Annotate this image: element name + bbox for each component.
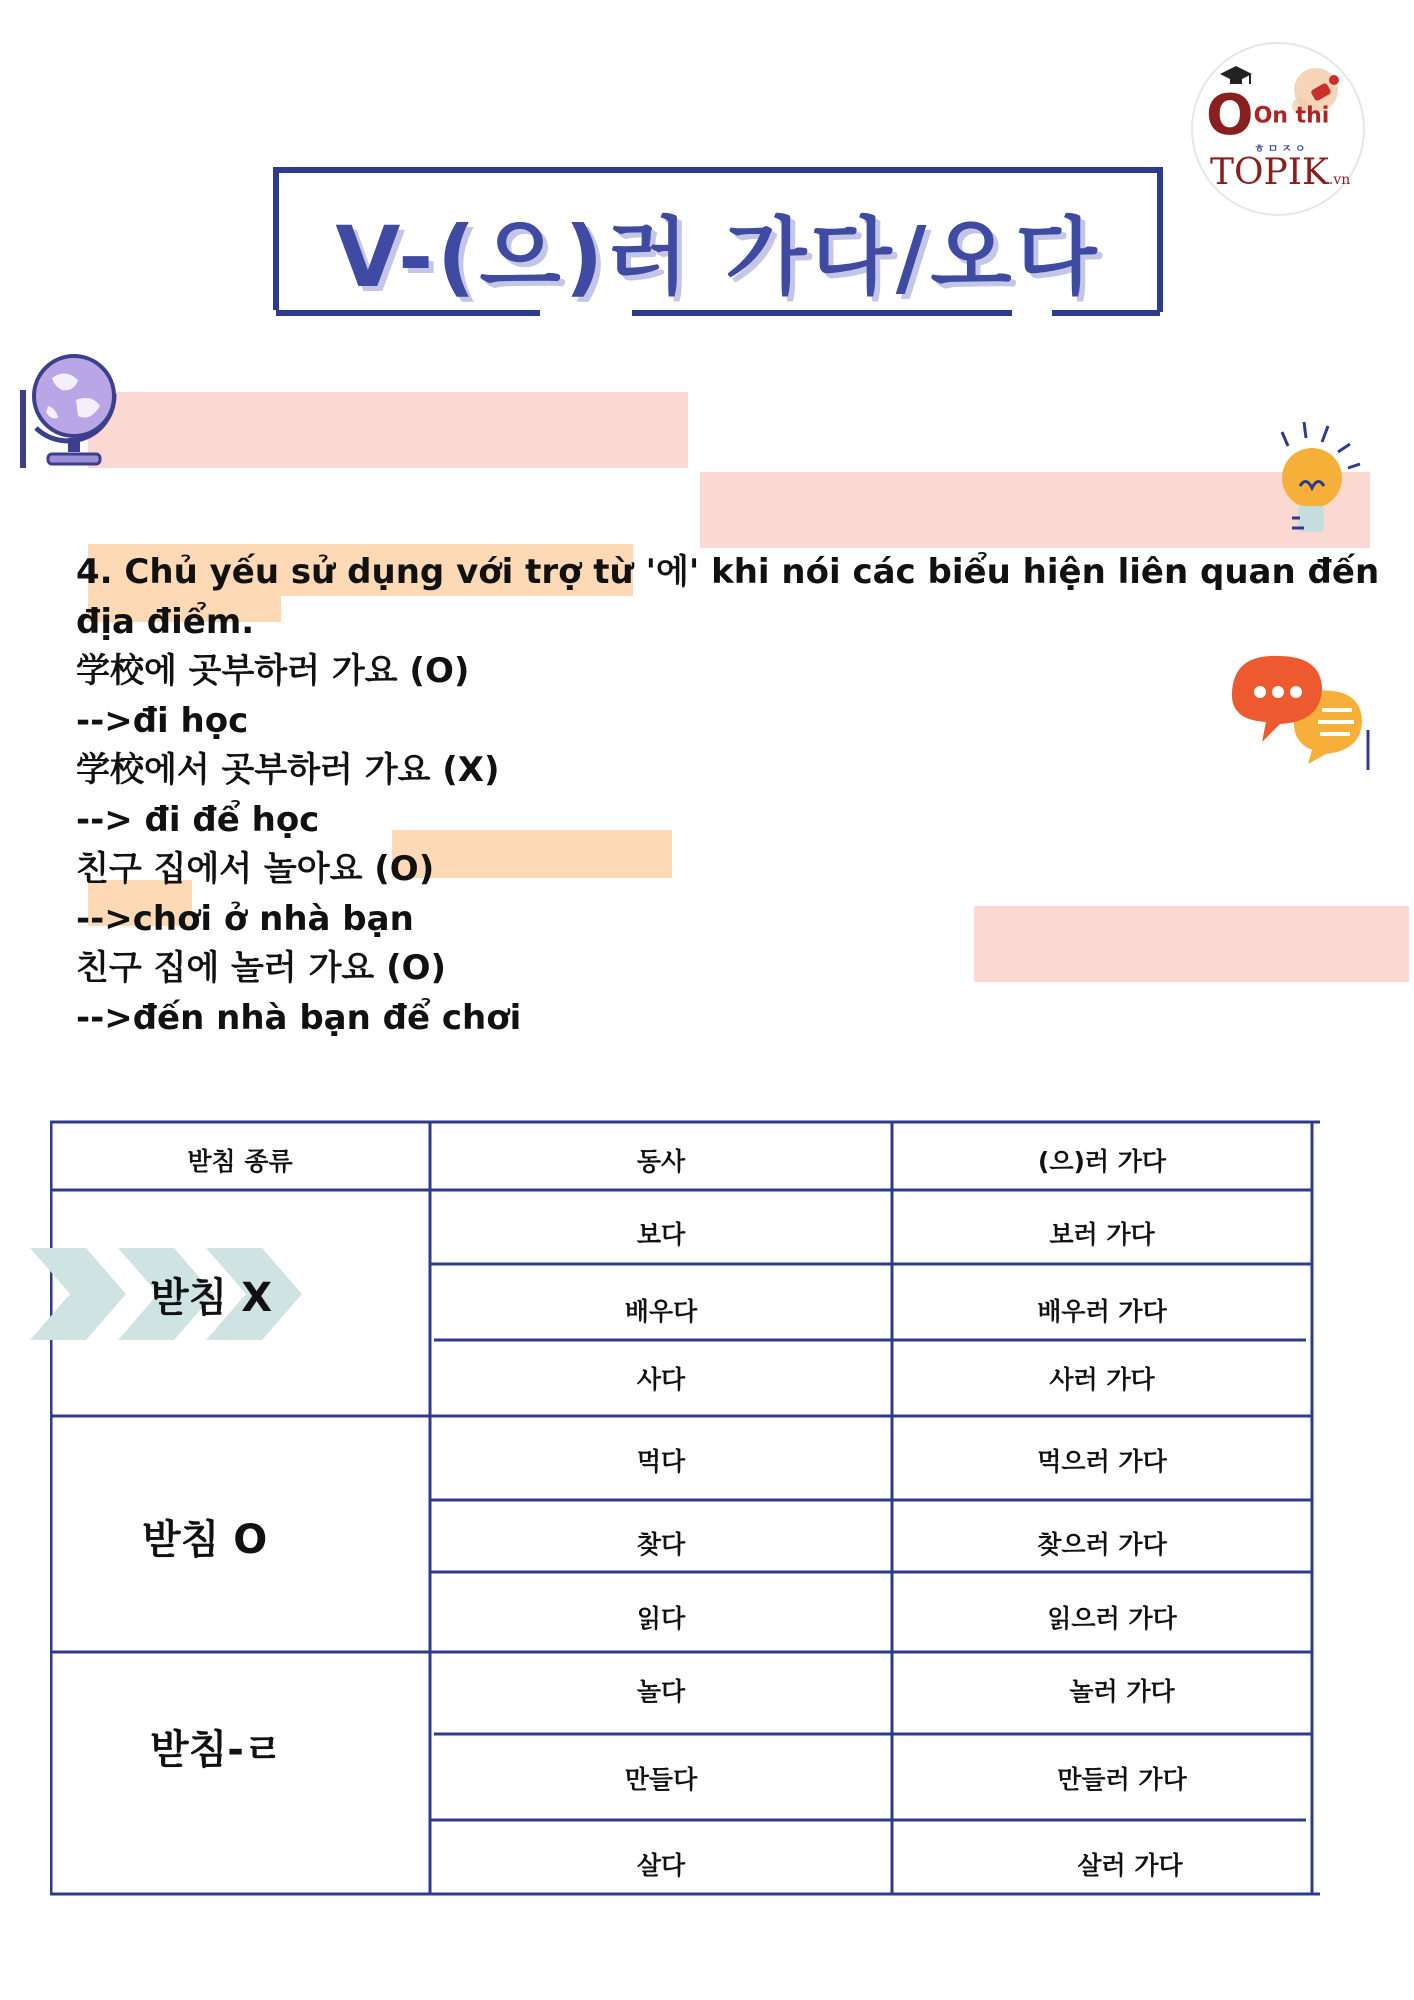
example-sentence: 친구 집에 놀러 가요 (O) — [76, 948, 447, 988]
explanation-text — [76, 548, 1380, 1043]
form-cell: 읽으러 가다 — [1047, 1604, 1177, 1633]
example-sentence: 学校에 곳부하러 가요 (O) — [76, 651, 470, 691]
conjugation-table — [50, 1118, 1320, 1898]
verb-cell: 사다 — [636, 1365, 686, 1394]
verb-cell: 보다 — [636, 1220, 686, 1249]
form-cell: 사러 가다 — [1049, 1365, 1155, 1394]
verb-cell: 살다 — [636, 1851, 686, 1880]
page-title: V-(으)러 가다/오다 — [335, 208, 1101, 306]
verb-cell: 읽다 — [636, 1604, 686, 1633]
logo-text-onthi: OOn thi — [1206, 83, 1330, 148]
form-cell: 보러 가다 — [1049, 1220, 1155, 1249]
globe-icon — [18, 350, 120, 476]
group-label: 받침-ㄹ — [150, 1727, 283, 1773]
verb-cell: 먹다 — [636, 1447, 686, 1476]
example-translation: -->chơi ở nhà bạn — [76, 898, 414, 939]
form-cell: 먹으러 가다 — [1037, 1447, 1167, 1476]
form-cell: 만들러 가다 — [1057, 1765, 1187, 1794]
example-sentence: 学校에서 곳부하러 가요 (X) — [76, 750, 500, 790]
explanation-line: địa điểm. — [76, 601, 255, 642]
form-cell: 놀러 가다 — [1069, 1677, 1175, 1706]
header-cell: 동사 — [636, 1147, 686, 1176]
form-cell: 살러 가다 — [1077, 1851, 1183, 1880]
logo — [1184, 40, 1372, 218]
highlight-band — [88, 392, 688, 468]
logo-text-hangul: ㅎㅁㅈㅇ — [1254, 142, 1309, 155]
form-cell: 배우러 가다 — [1037, 1297, 1167, 1326]
verb-cell: 배우다 — [624, 1297, 698, 1326]
verb-cell: 놀다 — [636, 1677, 686, 1706]
verb-cell: 만들다 — [624, 1765, 698, 1794]
explanation-line: 4. Chủ yếu sử dụng với trợ từ '에' khi nói các biểu hiện liên quan đến — [76, 552, 1380, 592]
header-cell: 받침 종류 — [187, 1147, 293, 1176]
example-translation: -->đi học — [76, 700, 249, 741]
form-cell: 찾으러 가다 — [1037, 1530, 1167, 1559]
group-label: 받침 O — [142, 1517, 268, 1563]
group-label: 받침 X — [150, 1275, 273, 1321]
header-cell: (으)러 가다 — [1037, 1147, 1167, 1176]
example-translation: --> đi để học — [76, 799, 320, 840]
lightbulb-icon — [1262, 418, 1366, 550]
example-sentence: 친구 집에서 놀아요 (O) — [76, 849, 435, 889]
verb-cell: 찾다 — [636, 1530, 686, 1559]
logo-text-topik: TOPIK.vn — [1210, 152, 1351, 193]
example-translation: -->đến nhà bạn để chơi — [76, 997, 522, 1038]
